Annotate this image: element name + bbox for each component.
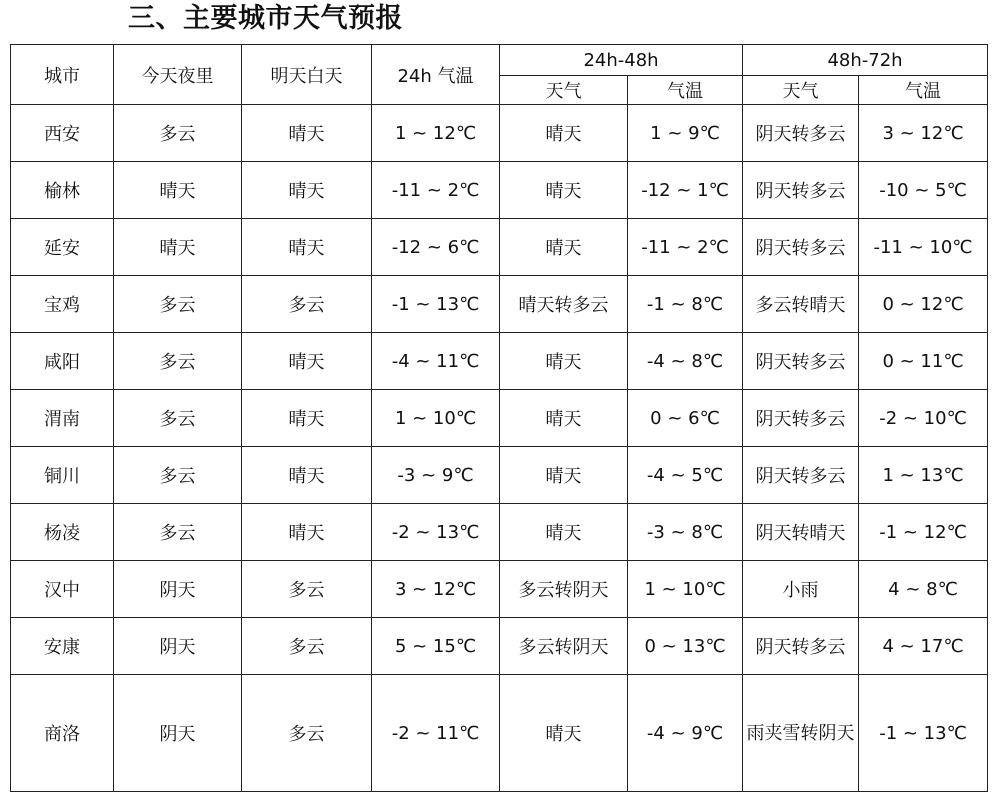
cell-city: 咸阳 bbox=[11, 333, 114, 390]
cell-tonight: 多云 bbox=[114, 333, 242, 390]
cell-city: 渭南 bbox=[11, 390, 114, 447]
cell-temp-48-72: -11 ~ 10℃ bbox=[859, 219, 988, 276]
cell-weather-24-48: 多云转阴天 bbox=[500, 618, 628, 675]
table-row bbox=[11, 504, 988, 561]
cell-tonight: 阴天 bbox=[114, 618, 242, 675]
cell-tonight: 多云 bbox=[114, 276, 242, 333]
cell-temp-24h: -3 ~ 9℃ bbox=[372, 447, 500, 504]
cell-weather-48-72: 多云转晴天 bbox=[743, 276, 859, 333]
cell-temp-24h: 3 ~ 12℃ bbox=[372, 561, 500, 618]
cell-tomorrow-day: 晴天 bbox=[242, 447, 372, 504]
cell-weather-24-48: 晴天 bbox=[500, 162, 628, 219]
cell-temp-24h: 5 ~ 15℃ bbox=[372, 618, 500, 675]
cell-temp-24h: 1 ~ 10℃ bbox=[372, 390, 500, 447]
cell-tomorrow-day: 多云 bbox=[242, 561, 372, 618]
cell-temp-48-72: 0 ~ 11℃ bbox=[859, 333, 988, 390]
cell-weather-48-72: 雨夹雪转阴天 bbox=[743, 675, 859, 792]
cell-temp-48-72: 4 ~ 8℃ bbox=[859, 561, 988, 618]
table-row bbox=[11, 105, 988, 162]
cell-weather-48-72: 阴天转多云 bbox=[743, 333, 859, 390]
header-tomorrow-day: 明天白天 bbox=[242, 45, 372, 105]
cell-city: 商洛 bbox=[11, 675, 114, 792]
cell-weather-24-48: 晴天 bbox=[500, 675, 628, 792]
header-range-24-48: 24h-48h bbox=[500, 45, 743, 76]
table-row bbox=[11, 675, 988, 792]
header-weather-48-72: 天气 bbox=[743, 76, 859, 105]
header-temp-48-72: 气温 bbox=[859, 76, 988, 105]
cell-temp-24h: -4 ~ 11℃ bbox=[372, 333, 500, 390]
cell-weather-24-48: 晴天 bbox=[500, 390, 628, 447]
cell-tonight: 多云 bbox=[114, 447, 242, 504]
table-row bbox=[11, 618, 988, 675]
table-row bbox=[11, 390, 988, 447]
cell-city: 宝鸡 bbox=[11, 276, 114, 333]
cell-tomorrow-day: 多云 bbox=[242, 276, 372, 333]
forecast-table bbox=[10, 44, 988, 792]
cell-temp-24h: -1 ~ 13℃ bbox=[372, 276, 500, 333]
cell-tomorrow-day: 晴天 bbox=[242, 219, 372, 276]
header-city: 城市 bbox=[11, 45, 114, 105]
cell-temp-24-48: -4 ~ 5℃ bbox=[628, 447, 743, 504]
cell-temp-24-48: -11 ~ 2℃ bbox=[628, 219, 743, 276]
cell-weather-24-48: 晴天 bbox=[500, 333, 628, 390]
cell-temp-24h: -11 ~ 2℃ bbox=[372, 162, 500, 219]
cell-city: 榆林 bbox=[11, 162, 114, 219]
cell-tomorrow-day: 晴天 bbox=[242, 390, 372, 447]
cell-city: 延安 bbox=[11, 219, 114, 276]
header-temp-24h: 24h 气温 bbox=[372, 45, 500, 105]
cell-weather-48-72: 阴天转多云 bbox=[743, 447, 859, 504]
cell-weather-24-48: 晴天转多云 bbox=[500, 276, 628, 333]
cell-temp-24-48: -4 ~ 8℃ bbox=[628, 333, 743, 390]
table-row bbox=[11, 276, 988, 333]
cell-temp-24-48: -3 ~ 8℃ bbox=[628, 504, 743, 561]
cell-weather-48-72: 阴天转多云 bbox=[743, 618, 859, 675]
cell-temp-24-48: -4 ~ 9℃ bbox=[628, 675, 743, 792]
cell-temp-48-72: 3 ~ 12℃ bbox=[859, 105, 988, 162]
cell-temp-24-48: 0 ~ 6℃ bbox=[628, 390, 743, 447]
cell-tomorrow-day: 多云 bbox=[242, 675, 372, 792]
cell-tonight: 晴天 bbox=[114, 219, 242, 276]
cell-tonight: 阴天 bbox=[114, 675, 242, 792]
cell-temp-24-48: -1 ~ 8℃ bbox=[628, 276, 743, 333]
cell-temp-48-72: 1 ~ 13℃ bbox=[859, 447, 988, 504]
cell-temp-24-48: -12 ~ 1℃ bbox=[628, 162, 743, 219]
cell-temp-48-72: -1 ~ 12℃ bbox=[859, 504, 988, 561]
cell-temp-24-48: 1 ~ 9℃ bbox=[628, 105, 743, 162]
table-row bbox=[11, 162, 988, 219]
cell-temp-48-72: -2 ~ 10℃ bbox=[859, 390, 988, 447]
header-tonight: 今天夜里 bbox=[114, 45, 242, 105]
cell-temp-24h: 1 ~ 12℃ bbox=[372, 105, 500, 162]
cell-weather-48-72: 阴天转晴天 bbox=[743, 504, 859, 561]
cell-city: 杨凌 bbox=[11, 504, 114, 561]
cell-temp-24-48: 0 ~ 13℃ bbox=[628, 618, 743, 675]
header-range-48-72: 48h-72h bbox=[743, 45, 988, 76]
cell-temp-24h: -12 ~ 6℃ bbox=[372, 219, 500, 276]
cell-temp-48-72: 4 ~ 17℃ bbox=[859, 618, 988, 675]
cell-temp-24h: -2 ~ 13℃ bbox=[372, 504, 500, 561]
cell-weather-24-48: 晴天 bbox=[500, 105, 628, 162]
cell-tomorrow-day: 晴天 bbox=[242, 333, 372, 390]
cell-weather-24-48: 晴天 bbox=[500, 447, 628, 504]
cell-weather-48-72: 小雨 bbox=[743, 561, 859, 618]
cell-tonight: 多云 bbox=[114, 390, 242, 447]
cell-tonight: 阴天 bbox=[114, 561, 242, 618]
cell-tomorrow-day: 晴天 bbox=[242, 162, 372, 219]
cell-temp-48-72: -1 ~ 13℃ bbox=[859, 675, 988, 792]
header-temp-24-48: 气温 bbox=[628, 76, 743, 105]
header-row-top bbox=[11, 45, 988, 76]
cell-tomorrow-day: 晴天 bbox=[242, 504, 372, 561]
cell-weather-24-48: 晴天 bbox=[500, 219, 628, 276]
cell-weather-48-72: 阴天转多云 bbox=[743, 105, 859, 162]
cell-weather-24-48: 多云转阴天 bbox=[500, 561, 628, 618]
cell-temp-48-72: -10 ~ 5℃ bbox=[859, 162, 988, 219]
cell-city: 铜川 bbox=[11, 447, 114, 504]
header-weather-24-48: 天气 bbox=[500, 76, 628, 105]
cell-temp-48-72: 0 ~ 12℃ bbox=[859, 276, 988, 333]
cell-city: 西安 bbox=[11, 105, 114, 162]
table-row bbox=[11, 561, 988, 618]
cell-temp-24h: -2 ~ 11℃ bbox=[372, 675, 500, 792]
cell-tonight: 多云 bbox=[114, 105, 242, 162]
cell-tomorrow-day: 晴天 bbox=[242, 105, 372, 162]
cell-weather-48-72: 阴天转多云 bbox=[743, 390, 859, 447]
cell-temp-24-48: 1 ~ 10℃ bbox=[628, 561, 743, 618]
cell-city: 汉中 bbox=[11, 561, 114, 618]
table-row bbox=[11, 447, 988, 504]
table-row bbox=[11, 333, 988, 390]
cell-tonight: 多云 bbox=[114, 504, 242, 561]
cell-weather-48-72: 阴天转多云 bbox=[743, 162, 859, 219]
table-row bbox=[11, 219, 988, 276]
cell-city: 安康 bbox=[11, 618, 114, 675]
page-title: 三、主要城市天气预报 bbox=[128, 3, 403, 34]
cell-weather-24-48: 晴天 bbox=[500, 504, 628, 561]
cell-tonight: 晴天 bbox=[114, 162, 242, 219]
cell-weather-48-72: 阴天转多云 bbox=[743, 219, 859, 276]
cell-tomorrow-day: 多云 bbox=[242, 618, 372, 675]
